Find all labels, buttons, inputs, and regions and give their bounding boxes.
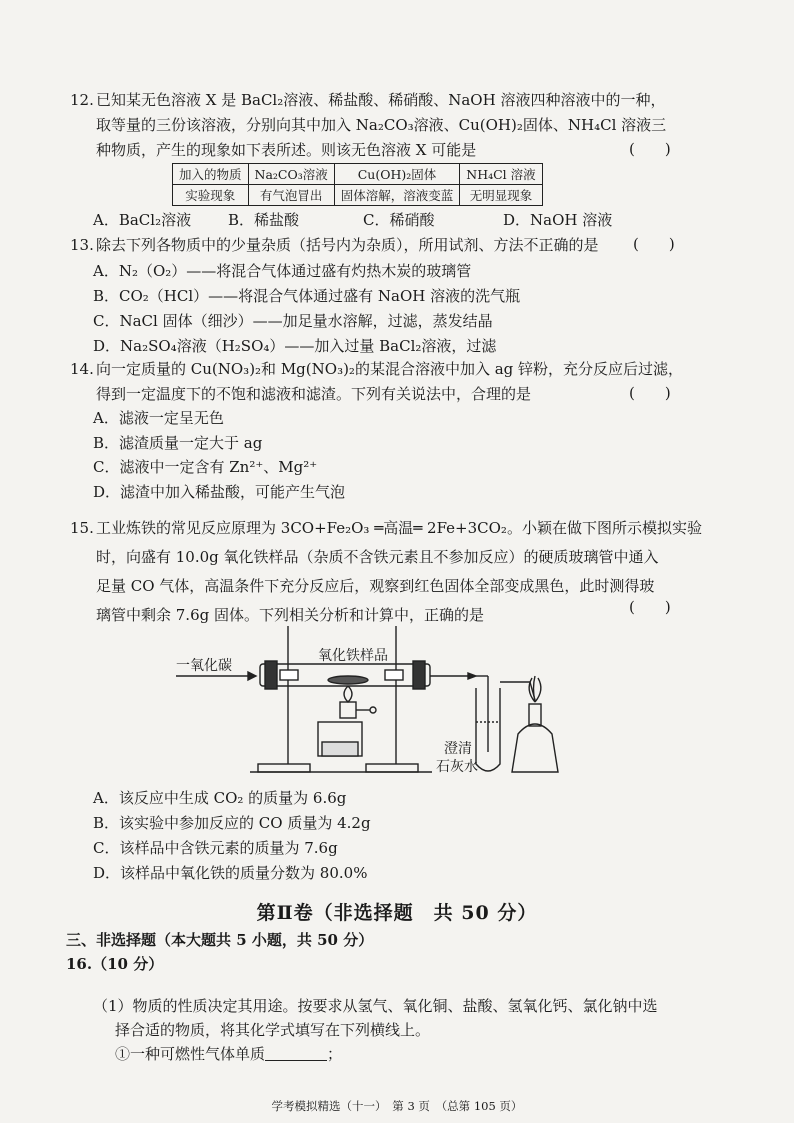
option-c: C．滤液中一定含有 Zn²⁺、Mg²⁺ [93,458,318,476]
answer-parentheses: ( ) [629,598,671,616]
option-a: A．滤液一定呈无色 [93,409,224,427]
option-b: B．CO₂（HCl）——将混合气体通过盛有 NaOH 溶液的洗气瓶 [93,287,521,305]
question-14 [70,357,720,407]
question-number: 12. [70,91,94,109]
question-text: 种物质，产生的现象如下表所述。则该无色溶液 X 可能是 [96,141,477,159]
question-text: ①一种可燃性气体单质 [115,1045,266,1063]
table-cell: Na₂CO₃溶液 [248,164,334,185]
question-text: 已知某无色溶液 X 是 BaCl₂溶液、稀盐酸、稀硝酸、NaOH 溶液四种溶液中的一种， [96,91,666,109]
option-a: A．BaCl₂溶液 [93,211,192,229]
question-text: 择合适的物质，将其化学式填写在下列横线上。 [115,1021,431,1039]
option-b: B．该实验中参加反应的 CO 质量为 4.2g [93,814,371,832]
question-13 [70,233,720,258]
table-row [173,185,543,206]
arrow-right-icon [248,672,256,680]
section-title: 第Ⅱ卷（非选择题 共 50 分） [256,902,538,924]
table-cell: 实验现象 [173,185,249,206]
stand-base [366,764,418,772]
question-text: 时，向盛有 10.0g 氧化铁样品（杂质不含铁元素且不参加反应）的硬质玻璃管中通入 [96,548,659,566]
arrow-right-icon [468,673,476,679]
question-16-sub1 [93,994,658,1066]
option-d: D．NaOH 溶液 [503,211,613,229]
option-a: A．N₂（O₂）——将混合气体通过盛有灼热木炭的玻璃管 [93,262,472,280]
section-heading: 三、非选择题（本大题共 5 小题，共 50 分） [66,931,374,949]
table-cell: Cu(OH)₂固体 [334,164,460,185]
question-12 [70,88,720,163]
table-cell: NH₄Cl 溶液 [460,164,542,185]
answer-blank[interactable] [265,1046,327,1061]
question-text: 取等量的三份该溶液，分别向其中加入 Na₂CO₃溶液、Cu(OH)₂固体、NH₄Cl 溶液三 [96,116,667,134]
question-text: 除去下列各物质中的少量杂质（括号内为杂质），所用试剂、方法不正确的是 [96,236,599,254]
question-15 [70,514,720,630]
table-cell: 固体溶解，溶液变蓝 [334,185,460,206]
question-number: 15. [70,519,94,537]
option-c: C．该样品中含铁元素的质量为 7.6g [93,839,338,857]
question-16-number: 16.（10 分） [66,955,164,973]
rubber-stopper [265,661,277,689]
option-a: A．该反应中生成 CO₂ 的质量为 6.6g [93,789,347,807]
table-cell: 有气泡冒出 [248,185,334,206]
answer-parentheses: ( ) [633,235,675,253]
clamp [385,670,403,680]
observation-table [172,163,543,206]
question-text: 工业炼铁的常见反应原理为 3CO+Fe₂O₃ ═高温═ 2Fe+3CO₂。小颖在做下图所示模拟实验 [96,519,702,537]
question-text: 得到一定温度下的不饱和滤液和滤渣。下列有关说法中，合理的是 [96,385,532,403]
flame-icon [344,686,352,702]
question-text: 璃管中剩余 7.6g 固体。下列相关分析和计算中，正确的是 [96,606,484,624]
figure-label-co: 一氧化碳 [176,658,232,674]
option-d: D．滤渣中加入稀盐酸，可能产生气泡 [93,483,346,501]
option-d: D．Na₂SO₄溶液（H₂SO₄）——加入过量 BaCl₂溶液，过滤 [93,337,497,355]
stand-base [258,764,310,772]
sample-powder [328,676,368,684]
answer-parentheses: ( ) [629,140,671,158]
option-b: B．稀盐酸 [228,211,300,229]
question-text: 向一定质量的 Cu(NO₃)₂和 Mg(NO₃)₂的某混合溶液中加入 ag 锌粉，充分反应后过滤， [96,360,684,378]
table-cell: 加入的物质 [173,164,249,185]
figure-label-limewater: 澄清 [444,741,472,757]
punctuation: ； [327,1045,343,1063]
figure-label-limewater: 石灰水 [436,759,478,775]
question-text: （1）物质的性质决定其用途。按要求从氢气、氧化铜、盐酸、氢氧化钙、氯化钠中选 [93,997,658,1015]
lamp-wick [529,704,541,726]
option-d: D．该样品中氧化铁的质量分数为 80.0% [93,864,368,882]
question-number: 14. [70,360,94,378]
table-row [173,164,543,185]
figure-label-sample: 氧化铁样品 [318,648,388,664]
option-c: C．稀硝酸 [363,211,435,229]
rubber-stopper [413,661,425,689]
alcohol-lamp [512,724,558,772]
fill-in-item [93,1042,658,1066]
question-number: 13. [70,236,94,254]
answer-parentheses: ( ) [629,384,671,402]
option-b: B．滤渣质量一定大于 ag [93,434,263,452]
page-footer: 学考模拟精选（十一） 第 3 页 （总第 105 页） [271,1099,523,1113]
clamp [280,670,298,680]
question-text: 足量 CO 气体，高温条件下充分反应后，观察到红色固体全部变成黑色，此时测得玻 [96,577,655,595]
option-c: C．NaCl 固体（细沙）——加足量水溶解，过滤，蒸发结晶 [93,312,493,330]
table-cell: 无明显现象 [460,185,542,206]
